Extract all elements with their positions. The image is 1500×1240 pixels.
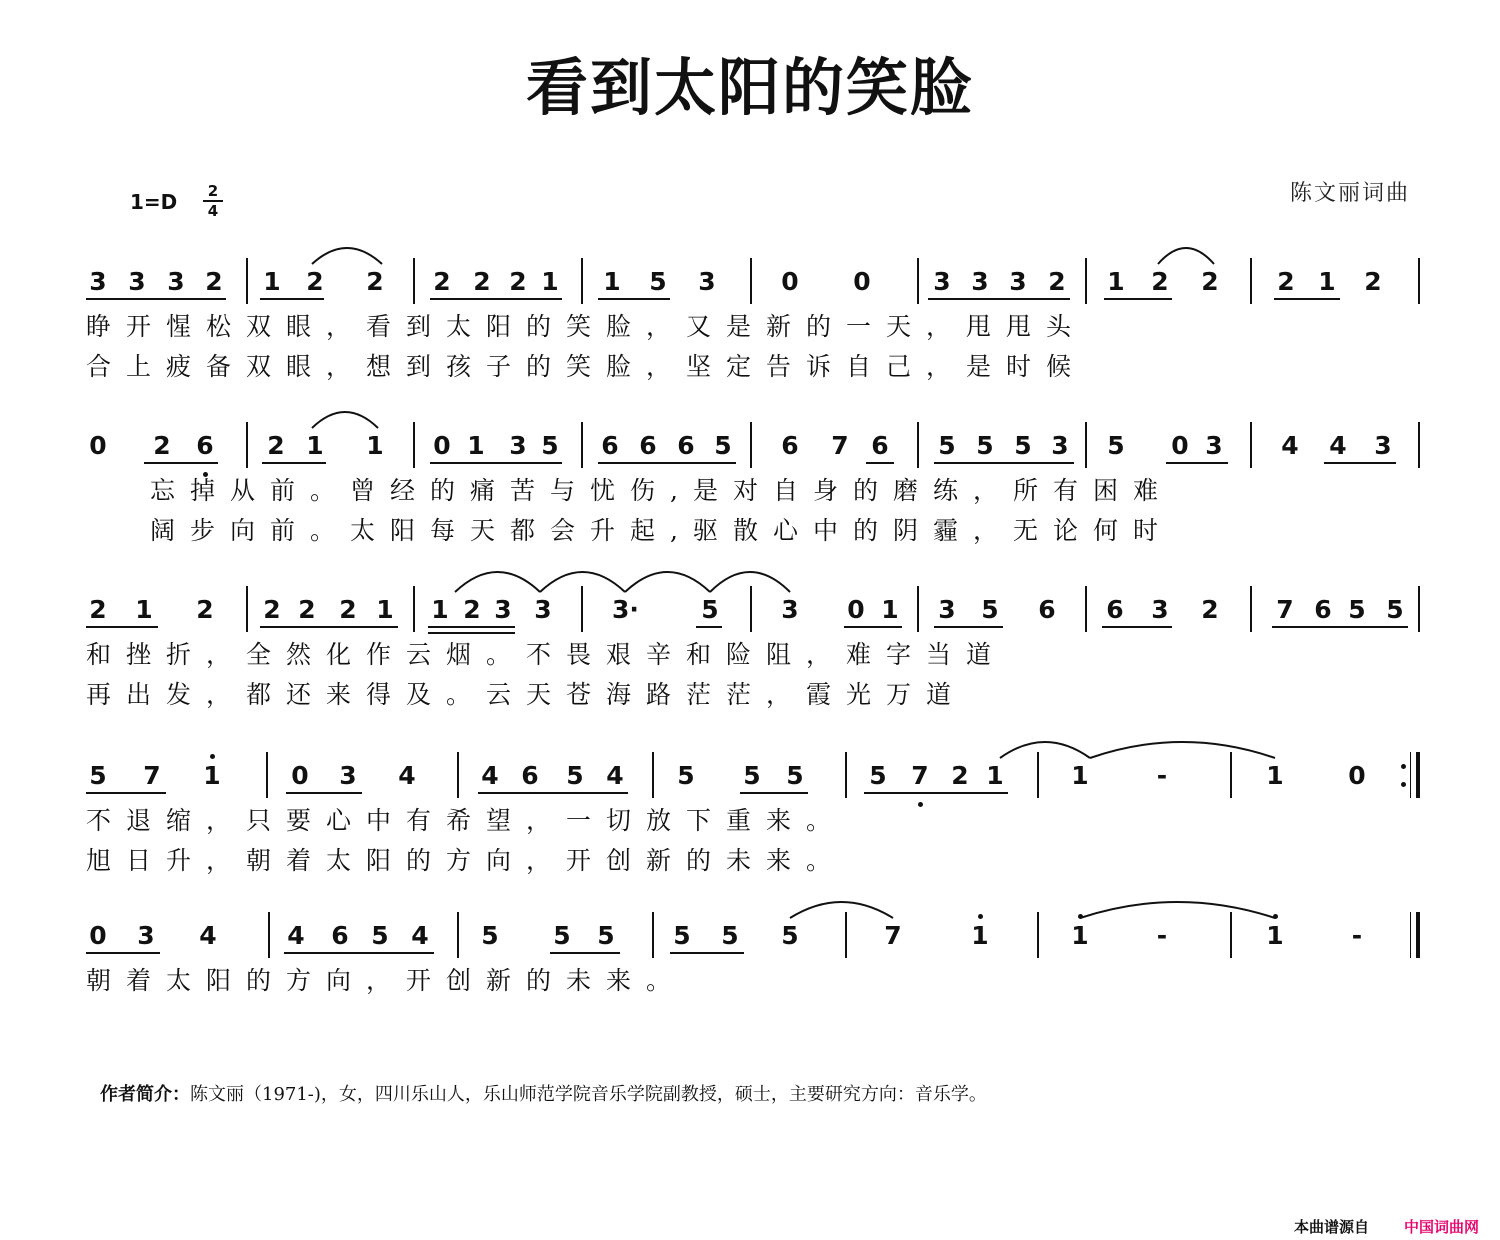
tie-arc xyxy=(312,248,382,264)
note: 5 xyxy=(541,431,559,460)
source-label: 本曲谱源自 xyxy=(1294,1218,1370,1236)
note: 4 xyxy=(606,761,624,790)
note: 1 xyxy=(986,761,1004,790)
note: 4 xyxy=(1329,431,1347,460)
note: 3 xyxy=(971,267,989,296)
lyric-line-1: 睁开惺松双眼，看到太阳的笑脸，又是新的一天，甩甩头 xyxy=(86,312,1087,341)
lyric-line-2: 再出发，都还来得及。云天苍海路茫茫，霞光万道 xyxy=(86,680,967,709)
lyric-line-1: 朝着太阳的方向，开创新的未来。 xyxy=(86,966,687,995)
music-system-3 xyxy=(0,586,1500,736)
note: 0 xyxy=(89,921,107,950)
note: 2 xyxy=(267,431,285,460)
note: 7 xyxy=(831,431,849,460)
note: 4 xyxy=(398,761,416,790)
note: 6 xyxy=(1038,595,1056,624)
note: 6 xyxy=(601,431,619,460)
lyric-line-1: 和挫折，全然化作云烟。不畏艰辛和险阻，难字当道 xyxy=(86,640,1007,669)
note: 1 xyxy=(467,431,485,460)
note: 3 xyxy=(339,761,357,790)
lyric-line-2: 旭日升，朝着太阳的方向，开创新的未来。 xyxy=(86,846,847,875)
composer-credit: 陈文丽词曲 xyxy=(1290,181,1411,206)
note: 1 xyxy=(366,431,384,460)
note: - xyxy=(1156,761,1168,790)
note: 2 xyxy=(509,267,527,296)
note: 2 xyxy=(89,595,107,624)
tie-arc xyxy=(710,572,790,592)
music-system-4 xyxy=(0,752,1500,902)
note: 3 xyxy=(1151,595,1169,624)
note: 1 xyxy=(1266,921,1284,950)
note: 6 xyxy=(639,431,657,460)
final-barline xyxy=(1416,912,1420,958)
note: 5 xyxy=(673,921,691,950)
site-name: 中国词曲网 xyxy=(1404,1218,1480,1236)
note: 3 xyxy=(89,267,107,296)
note: 4 xyxy=(411,921,429,950)
author-bio xyxy=(100,1080,987,1106)
note: 5 xyxy=(649,267,667,296)
note: 2 xyxy=(196,595,214,624)
note: 5 xyxy=(1107,431,1125,460)
note: 1 xyxy=(971,921,989,950)
note: 1 xyxy=(376,595,394,624)
note: 5 xyxy=(786,761,804,790)
bio-text: 陈文丽（1971-)，女，四川乐山人，乐山师范学院音乐学院副教授，硕士，主要研究方向：音乐学。 xyxy=(190,1084,987,1105)
note: 5 xyxy=(89,761,107,790)
note: 0 xyxy=(291,761,309,790)
tie-layer xyxy=(0,258,1500,318)
music-system-2 xyxy=(0,422,1500,572)
note: 5 xyxy=(597,921,615,950)
repeat-barline xyxy=(1416,752,1420,798)
note: 3 xyxy=(698,267,716,296)
note: 2 xyxy=(1048,267,1066,296)
lyric-line-2: 阔步向前。太阳每天都会升起,驱散心中的阴霾，无论何时 xyxy=(150,516,1173,545)
note: 0 xyxy=(853,267,871,296)
note: 2 xyxy=(473,267,491,296)
note: 6 xyxy=(871,431,889,460)
note: 3 xyxy=(128,267,146,296)
note: 5 xyxy=(1386,595,1404,624)
tie-layer xyxy=(0,912,1500,972)
note: 3 xyxy=(1051,431,1069,460)
note: 3 xyxy=(938,595,956,624)
note: 5 xyxy=(938,431,956,460)
note: 1 xyxy=(306,431,324,460)
note: 6 xyxy=(196,431,214,460)
note: 3 xyxy=(1374,431,1392,460)
note: - xyxy=(1156,921,1168,950)
note: 1 xyxy=(1107,267,1125,296)
note: 7 xyxy=(884,921,902,950)
key-signature: 1=D xyxy=(130,190,178,214)
note: 2 xyxy=(306,267,324,296)
note: 3 xyxy=(534,595,552,624)
note: 5 xyxy=(566,761,584,790)
note: 6 xyxy=(781,431,799,460)
note: 1 xyxy=(541,267,559,296)
note: 4 xyxy=(1281,431,1299,460)
note: 2 xyxy=(1364,267,1382,296)
note: 5 xyxy=(701,595,719,624)
note: 5 xyxy=(553,921,571,950)
note: 0 xyxy=(781,267,799,296)
note: 6 xyxy=(677,431,695,460)
tie-layer xyxy=(0,752,1500,812)
note: 7 xyxy=(143,761,161,790)
tie-layer xyxy=(0,586,1500,646)
note: 2 xyxy=(1201,595,1219,624)
note: 5 xyxy=(371,921,389,950)
note: 3 xyxy=(933,267,951,296)
note: 5 xyxy=(976,431,994,460)
note: 3 xyxy=(137,921,155,950)
note: 0 xyxy=(847,595,865,624)
note: 3· xyxy=(612,595,639,624)
note: 4 xyxy=(287,921,305,950)
note: 2 xyxy=(1201,267,1219,296)
note: 1 xyxy=(203,761,221,790)
note: 1 xyxy=(135,595,153,624)
note: 5 xyxy=(869,761,887,790)
note: 2 xyxy=(951,761,969,790)
note: 5 xyxy=(981,595,999,624)
note: 1 xyxy=(1318,267,1336,296)
final-barline xyxy=(1410,912,1411,958)
note: 2 xyxy=(298,595,316,624)
tie-arc xyxy=(790,902,893,918)
note: 2 xyxy=(433,267,451,296)
note: 7 xyxy=(911,761,929,790)
note: 3 xyxy=(1205,431,1223,460)
note: 2 xyxy=(1277,267,1295,296)
repeat-dot xyxy=(1401,782,1406,787)
tie-arc xyxy=(1080,902,1275,918)
tie-arc xyxy=(1158,248,1214,264)
note: 0 xyxy=(89,431,107,460)
note: 2 xyxy=(463,595,481,624)
note: 5 xyxy=(1014,431,1032,460)
note: 6 xyxy=(521,761,539,790)
note: 1 xyxy=(263,267,281,296)
tie-arc xyxy=(625,572,710,592)
repeat-dot xyxy=(1401,764,1406,769)
note: 5 xyxy=(743,761,761,790)
note: 0 xyxy=(433,431,451,460)
lyric-line-2: 合上疲备双眼，想到孩子的笑脸，坚定告诉自己，是时候 xyxy=(86,352,1087,381)
repeat-barline xyxy=(1410,752,1411,798)
note: 1 xyxy=(1071,921,1089,950)
note: 1 xyxy=(603,267,621,296)
note: 6 xyxy=(1106,595,1124,624)
note: 6 xyxy=(331,921,349,950)
note: 7 xyxy=(1276,595,1294,624)
note: 5 xyxy=(1348,595,1366,624)
music-system-5 xyxy=(0,912,1500,1062)
note: 0 xyxy=(1171,431,1189,460)
note: - xyxy=(1351,921,1363,950)
tie-arc xyxy=(1090,742,1275,758)
note: 5 xyxy=(481,921,499,950)
note: 1 xyxy=(431,595,449,624)
note: 3 xyxy=(1009,267,1027,296)
tie-layer xyxy=(0,422,1500,482)
note: 2 xyxy=(1151,267,1169,296)
note: 5 xyxy=(714,431,732,460)
music-system-1 xyxy=(0,258,1500,408)
note: 5 xyxy=(677,761,695,790)
note: 3 xyxy=(509,431,527,460)
note: 3 xyxy=(167,267,185,296)
note: 2 xyxy=(153,431,171,460)
note: 0 xyxy=(1348,761,1366,790)
time-numerator: 2 xyxy=(207,182,219,200)
tie-arc xyxy=(312,412,378,428)
song-title: 看到太阳的笑脸 xyxy=(525,51,974,124)
time-signature xyxy=(203,183,223,219)
lyric-line-1: 不退缩，只要心中有希望，一切放下重来。 xyxy=(86,806,847,835)
note: 1 xyxy=(1071,761,1089,790)
tie-arc xyxy=(1000,742,1090,758)
note: 3 xyxy=(781,595,799,624)
note: 3 xyxy=(494,595,512,624)
note: 2 xyxy=(366,267,384,296)
note: 5 xyxy=(721,921,739,950)
note: 2 xyxy=(339,595,357,624)
note: 1 xyxy=(881,595,899,624)
lyric-line-1: 忘掉从前。曾经的痛苦与忧伤,是对自身的磨练，所有困难 xyxy=(150,476,1173,505)
time-denominator: 4 xyxy=(207,202,219,220)
note: 2 xyxy=(263,595,281,624)
note: 4 xyxy=(481,761,499,790)
note: 2 xyxy=(205,267,223,296)
note: 4 xyxy=(199,921,217,950)
tie-arc xyxy=(455,572,540,592)
note: 6 xyxy=(1314,595,1332,624)
note: 1 xyxy=(1266,761,1284,790)
note: 5 xyxy=(781,921,799,950)
bio-label: 作者简介： xyxy=(100,1084,190,1105)
tie-arc xyxy=(540,572,625,592)
